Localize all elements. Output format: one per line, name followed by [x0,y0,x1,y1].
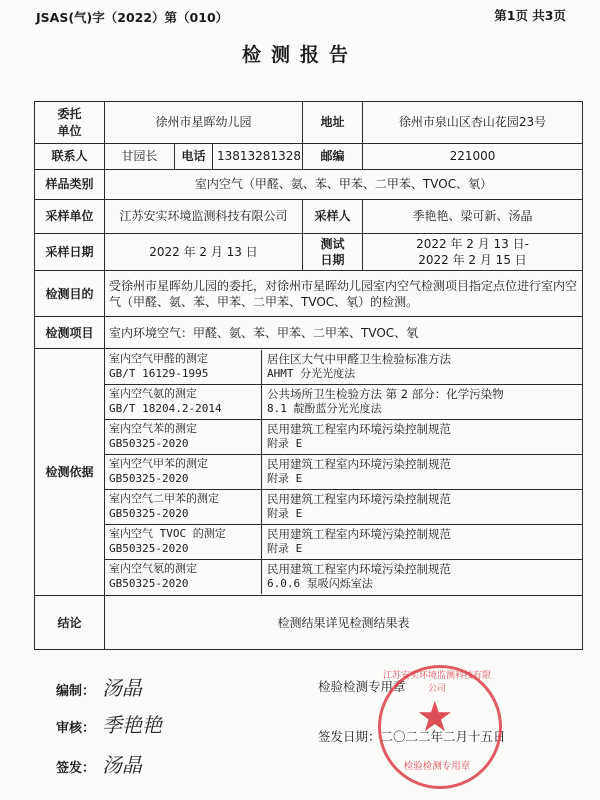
basis-list [105,349,583,596]
basis-method: 民用建筑工程室内环境污染控制规范 [267,527,451,542]
basis-submethod: 附录 E [267,437,303,451]
contact-label: 联系人 [35,144,105,170]
report-title: 检测报告 [241,44,358,66]
basis-item [105,455,582,490]
basis-method: 民用建筑工程室内环境污染控制规范 [267,492,451,507]
row-basis [35,349,583,596]
basis-method-cell [262,350,582,384]
row-contact [35,144,583,170]
issuer-label: 签发： [56,761,96,776]
basis-standard: 室内空气氨的测定 GB/T 18204.2-2014 [105,385,262,419]
phone-value: 13813281328 [213,144,303,170]
basis-submethod: 附录 E [267,472,303,486]
star-icon: ★ [416,692,454,741]
basis-method-cell [262,525,582,559]
row-items [35,317,583,349]
sample-type-value: 室内空气（甲醛、氨、苯、甲苯、二甲苯、TVOC、氡） [105,170,583,200]
row-sampling-unit [35,200,583,234]
basis-method-cell [262,385,582,419]
address-label: 地址 [303,102,363,144]
conclusion-value: 检测结果详见检测结果表 [105,596,583,650]
phone-label: 电话 [175,144,213,170]
basis-submethod: 附录 E [267,542,303,556]
basis-standard: 室内空气氡的测定 GB50325-2020 [105,560,262,594]
basis-item [105,350,582,385]
sampling-date-label: 采样日期 [35,234,105,271]
client-value: 徐州市星晖幼儿园 [105,102,303,144]
sampler-label: 采样人 [303,200,363,234]
seal-line: 检验检测专用章 [318,679,406,694]
postcode-label: 邮编 [303,144,363,170]
conclusion-label: 结论 [35,596,105,650]
purpose-label: 检测目的 [35,271,105,317]
stamp-bottom-text: 检验检测专用章 [403,761,471,772]
items-value: 室内环境空气：甲醛、氨、苯、甲苯、二甲苯、TVOC、氡 [105,317,583,349]
basis-method-cell [262,455,582,489]
contact-value: 甘园长 [105,144,175,170]
basis-method: 民用建筑工程室内环境污染控制规范 [267,457,451,472]
sampling-unit-label: 采样单位 [35,200,105,234]
basis-standard: 室内空气苯的测定 GB50325-2020 [105,420,262,454]
editor-signature: 汤晶 [102,676,142,700]
client-label: 委托 单位 [35,102,105,144]
test-date-value: 2022 年 2 月 13 日- 2022 年 2 月 15 日 [363,234,583,271]
document-number: JSAS(气)字（2022）第（010） [36,10,229,25]
stamp-arc-text: 江苏安实环境监测科技有限公司 [383,671,492,694]
basis-item [105,385,582,420]
basis-method: 公共场所卫生检验方法 第 2 部分：化学污染物 [267,387,504,402]
basis-item [105,420,582,455]
sampling-date-value: 2022 年 2 月 13 日 [105,234,303,271]
row-conclusion [35,596,583,650]
reviewer-signature: 季艳艳 [102,713,162,737]
basis-standard: 室内空气二甲苯的测定 GB50325-2020 [105,490,262,524]
basis-item [105,560,582,594]
row-client [35,102,583,144]
basis-submethod: AHMT 分光光度法 [267,367,356,381]
test-date-label: 测试 日期 [303,234,363,271]
basis-method-cell [262,420,582,454]
issuer-signature: 汤晶 [102,753,142,777]
basis-submethod: 6.0.6 泵吸闪烁室法 [267,577,373,591]
row-purpose [35,271,583,317]
sample-type-label: 样品类别 [35,170,105,200]
items-label: 检测项目 [35,317,105,349]
issue-date: 签发日期：二〇二二年二月十五日 [318,729,506,744]
basis-submethod: 8.1 靛酚蓝分光光度法 [267,402,382,416]
postcode-value: 221000 [363,144,583,170]
basis-method-cell [262,560,582,594]
editor-label: 编制： [56,684,96,699]
sampling-unit-value: 江苏安实环境监测科技有限公司 [105,200,303,234]
address-value: 徐州市泉山区杏山花园23号 [363,102,583,144]
basis-item [105,525,582,560]
basis-standard: 室内空气甲苯的测定 GB50325-2020 [105,455,262,489]
sampler-value: 季艳艳、梁可新、汤晶 [363,200,583,234]
basis-submethod: 附录 E [267,507,303,521]
row-sample-type [35,170,583,200]
report-table [34,101,583,650]
page-info: 第1页 共3页 [494,8,566,23]
basis-standard: 室内空气 TVOC 的测定 GB50325-2020 [105,525,262,559]
basis-method: 民用建筑工程室内环境污染控制规范 [267,562,451,577]
basis-item [105,490,582,525]
basis-method: 民用建筑工程室内环境污染控制规范 [267,422,451,437]
purpose-value: 受徐州市星晖幼儿园的委托，对徐州市星晖幼儿园室内空气检测项目指定点位进行室内空气（甲醛、氨、苯、甲苯、二甲苯、TVOC、氡）的检测。 [105,271,583,317]
reviewer-label: 审核： [56,721,96,736]
basis-label: 检测依据 [35,349,105,596]
basis-method: 居住区大气中甲醛卫生检验标准方法 [267,352,451,367]
basis-method-cell [262,490,582,524]
basis-standard: 室内空气甲醛的测定 GB/T 16129-1995 [105,350,262,384]
row-sampling-date [35,234,583,271]
